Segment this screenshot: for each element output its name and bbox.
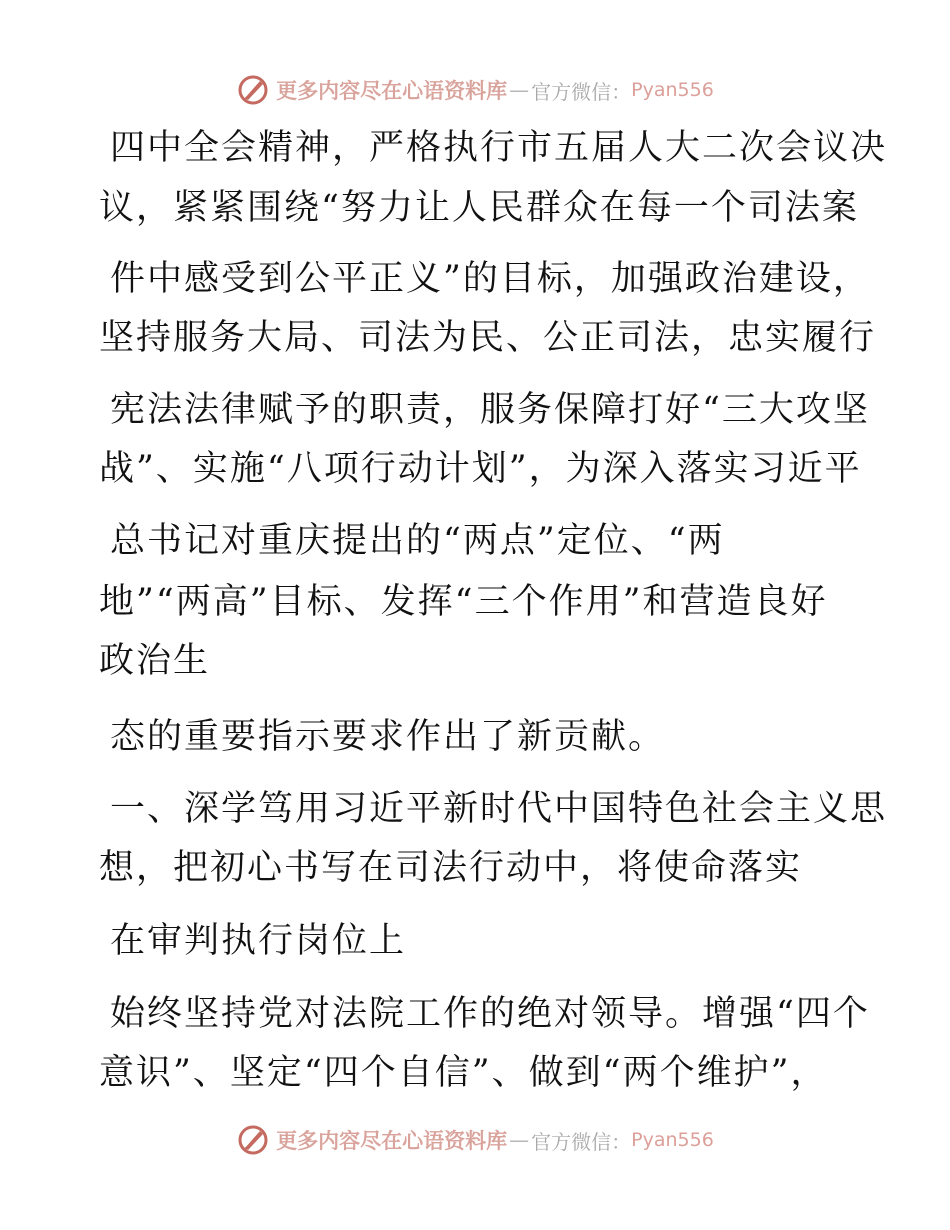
footer-watermark bbox=[0, 1120, 950, 1160]
quill-logo-icon bbox=[236, 1123, 270, 1157]
watermark-wechat-id: Pyan556 bbox=[631, 1129, 714, 1151]
header-watermark bbox=[0, 70, 950, 110]
quill-logo-icon bbox=[236, 73, 270, 107]
text-line: 政治生 bbox=[99, 641, 211, 681]
text-line: 宪法法律赋予的职责，服务保障打好“三大攻坚 bbox=[110, 390, 870, 430]
watermark-main-text: 更多内容尽在心语资料库 bbox=[276, 78, 508, 103]
watermark-wechat-label: 官方微信： bbox=[531, 79, 632, 104]
text-line: 在审判执行岗位上 bbox=[110, 921, 407, 961]
watermark-wechat-id: Pyan556 bbox=[631, 79, 714, 101]
watermark-separator: — bbox=[509, 1128, 530, 1152]
text-line: 始终坚持党对法院工作的绝对领导。增强“四个 bbox=[110, 994, 870, 1034]
watermark-main-text: 更多内容尽在心语资料库 bbox=[276, 1128, 508, 1153]
text-line: 想，把初心书写在司法行动中，将使命落实 bbox=[99, 848, 803, 888]
text-line: 议，紧紧围绕“努力让人民群众在每一个司法案 bbox=[99, 188, 859, 228]
text-line: 地”“两高”目标、发挥“三个作用”和营造良好 bbox=[99, 582, 828, 622]
text-line: 态的重要指示要求作出了新贡献。 bbox=[110, 717, 666, 757]
text-line: 四中全会精神，严格执行市五届人大二次会议决 bbox=[110, 128, 888, 168]
watermark-separator: — bbox=[509, 78, 530, 102]
text-line: 战”、实施“八项行动计划”，为深入落实习近平 bbox=[99, 449, 862, 489]
text-line: 件中感受到公平正义”的目标，加强政治建设， bbox=[110, 259, 870, 299]
text-line: 一、深学笃用习近平新时代中国特色社会主义思 bbox=[110, 789, 888, 829]
text-line: 坚持服务大局、司法为民、公正司法，忠实履行 bbox=[99, 318, 877, 358]
watermark-wechat-label: 官方微信： bbox=[531, 1129, 632, 1154]
text-line: 总书记对重庆提出的“两点”定位、“两 bbox=[110, 521, 725, 561]
text-line: 意识”、坚定“四个自信”、做到“两个维护”， bbox=[99, 1053, 828, 1093]
